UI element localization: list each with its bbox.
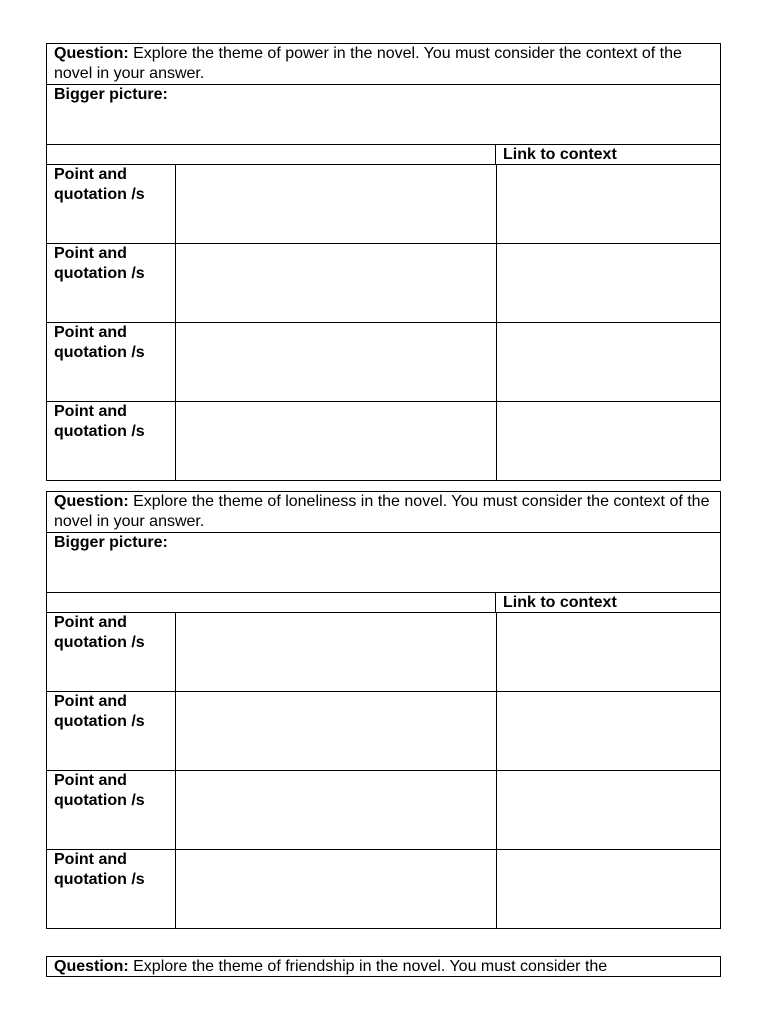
header-row — [47, 144, 720, 164]
point-answer-cell[interactable] — [176, 402, 497, 480]
context-answer-cell[interactable] — [497, 323, 720, 401]
bigger-picture-cell[interactable]: Bigger picture: — [54, 86, 168, 103]
point-row — [47, 612, 720, 691]
context-answer-cell[interactable] — [497, 850, 720, 928]
question-row — [47, 957, 720, 977]
context-answer-cell[interactable] — [497, 613, 720, 691]
context-answer-cell[interactable] — [497, 771, 720, 849]
point-answer-cell[interactable] — [176, 771, 497, 849]
context-answer-cell[interactable] — [497, 244, 720, 322]
point-answer-cell[interactable] — [176, 244, 497, 322]
point-answer-cell[interactable] — [176, 692, 497, 770]
question-text: Explore the theme of friendship in the novel. You must consider the — [128, 958, 608, 975]
point-row — [47, 691, 720, 770]
point-answer-cell[interactable] — [176, 613, 497, 691]
worksheet-table-loneliness — [46, 491, 721, 929]
point-answer-cell[interactable] — [176, 165, 497, 243]
question-cell[interactable] — [47, 44, 720, 84]
worksheet-table-power — [46, 43, 721, 481]
context-answer-cell[interactable] — [497, 692, 720, 770]
point-answer-cell[interactable] — [176, 323, 497, 401]
link-to-context-header: Link to context — [503, 594, 617, 611]
question-cell[interactable] — [47, 957, 614, 977]
question-cell[interactable] — [47, 492, 720, 532]
point-label: Point and quotation /s — [47, 692, 176, 770]
worksheet-table-friendship — [46, 956, 721, 977]
point-label: Point and quotation /s — [47, 323, 176, 401]
header-blank-cell — [47, 593, 496, 612]
context-answer-cell[interactable] — [497, 402, 720, 480]
question-label: Question: — [54, 45, 129, 62]
point-label: Point and quotation /s — [47, 165, 176, 243]
point-row — [47, 322, 720, 401]
point-label: Point and quotation /s — [47, 850, 176, 928]
question-label: Question: — [54, 958, 129, 975]
question-text: Explore the theme of loneliness in the novel. You must consider the context of the novel in your answer. — [54, 493, 710, 530]
point-label: Point and quotation /s — [47, 402, 176, 480]
point-row — [47, 243, 720, 322]
point-label: Point and quotation /s — [47, 613, 176, 691]
header-row — [47, 592, 720, 612]
bigger-picture-row — [47, 84, 720, 144]
context-answer-cell[interactable] — [497, 165, 720, 243]
point-row — [47, 401, 720, 480]
point-label: Point and quotation /s — [47, 244, 176, 322]
question-row — [47, 44, 720, 84]
point-row — [47, 849, 720, 928]
link-to-context-header: Link to context — [503, 146, 617, 163]
point-label: Point and quotation /s — [47, 771, 176, 849]
point-answer-cell[interactable] — [176, 850, 497, 928]
question-label: Question: — [54, 493, 129, 510]
header-blank-cell — [47, 145, 496, 164]
bigger-picture-row — [47, 532, 720, 592]
question-text: Explore the theme of power in the novel. You must consider the context of the novel in your answer. — [54, 45, 682, 82]
point-row — [47, 164, 720, 243]
question-row — [47, 492, 720, 532]
point-row — [47, 770, 720, 849]
bigger-picture-cell[interactable]: Bigger picture: — [54, 534, 168, 551]
